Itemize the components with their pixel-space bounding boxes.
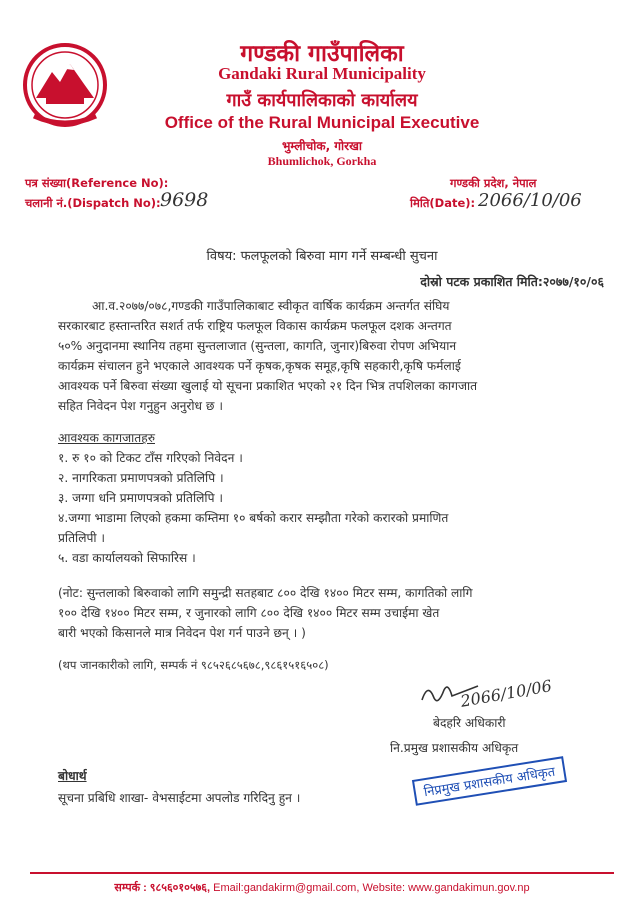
dispatch-label: चलानी नं.(Dispatch No): [25,196,161,210]
note-line: १०० देखि १४०० मिटर सम्म, र जुनारको लागि ८०० देखि १४०० मिटर सम्म उचाईमा खेत [58,606,440,620]
published-date: दोस्रो पटक प्रकाशित मिति:२०७७/१०/०६ [420,274,604,289]
document-item: ५. वडा कार्यालयको सिफारिस । [58,551,196,565]
date-label: मिति(Date): [410,196,476,210]
paragraph-line: कार्यक्रम संचालन हुने भएकाले आवश्यक पर्ने कृषक,कृषक समूह,कृषि सहकारी,कृषि फर्मलाई [58,359,461,373]
document-item: प्रतिलिपी । [58,531,106,545]
cc-heading: बोधार्थ [58,769,87,783]
footer-phone: सम्पर्क : ९८५६०१०५७६, [114,882,211,894]
paragraph-line: आवश्यक पर्ने बिरुवा संख्या खुलाई यो सूचना प्रकाशित भएको २१ दिन भित्र तपशिलका कागजात [58,379,478,393]
signature-date: 2066/10/06 [459,676,554,711]
footer-email[interactable]: Email:gandakirm@gmail.com, [210,882,360,894]
paragraph-line: ५०% अनुदानमा स्थानिय तहमा सुन्तलाजात (सुन्तला, कागति, जुनार)बिरुवा रोपण अभियान [58,339,457,353]
required-documents [58,428,618,568]
document-item: २. नागरिकता प्रमाणपत्रको प्रतिलिपि । [58,471,224,485]
footer-divider [30,872,614,874]
province-label: गण्डकी प्रदेश, नेपाल [450,176,537,190]
paragraph-line: सहित निवेदन पेश गनुहुन अनुरोध छ । [58,399,223,413]
dispatch-value: 9698 [160,189,209,211]
title-nepali: गण्डकी गाउँपालिका [240,41,404,67]
documents-heading: आवश्यक कागजातहरु [58,431,155,445]
notice-paragraph [58,296,606,416]
cc-line: सूचना प्रबिधि शाखा- वेभसाईटमा अपलोड गरिदिनु हुन । [58,791,301,805]
document-item: ४.जग्गा भाडामा लिएको हकमा कम्तिमा १० बर्षको करार सम्झौता गरेको करारको प्रमाणित [58,511,449,525]
footer-website[interactable]: Website: www.gandakimun.gov.np [359,882,530,894]
date-value: 2066/10/06 [478,190,582,211]
office-english: Office of the Rural Municipal Executive [164,113,480,132]
note-line: बारी भएको किसानले मात्र निवेदन पेश गर्न पाउने छन् । ) [58,626,306,640]
footer-contact [0,880,644,895]
paragraph-line: आ.व.२०७७/०७८,गण्डकी गाउँपालिकाबाट स्वीकृत वार्षिक कार्यक्रम अन्तर्गत संघिय [92,299,450,313]
title-english: Gandaki Rural Municipality [218,64,426,83]
reference-label: पत्र संख्या(Reference No): [25,176,169,190]
signatory-name: बेदहरि अधिकारी [433,716,506,730]
paragraph-line: सरकारबाट हस्तान्तरित सशर्त तर्फ राष्ट्रिय फलफूल विकास कार्यक्रम फलफूल दशक अन्तगत [58,319,452,333]
location-english: Bhumlichok, Gorkha [267,154,377,168]
subject-line: विषय: फलफूलको बिरुवा माग गर्ने सम्बन्धी सुचना [206,249,438,264]
location-nepali: भुम्लीचोक, गोरखा [281,139,363,153]
document-item: ३. जग्गा धनि प्रमाणपत्रको प्रतिलिपि । [58,491,223,505]
document-item: १. रु १० को टिकट टाँस गरिएको निवेदन । [58,451,243,465]
office-nepali: गाउँ कार्यपालिकाको कार्यालय [226,90,418,111]
contact-info: (थप जानकारीको लागि, सम्पर्क नं ९८५२६८५६७८,९८६१५१६५०८) [58,658,329,672]
official-stamp: निप्रमुख प्रशासकीय अधिकृत [412,756,567,806]
note-block [58,583,618,643]
note-line: (नोट: सुन्तलाको बिरुवाको लागि समुन्द्री सतहबाट ८०० देखि १४०० मिटर सम्म, कागतिको लागि [58,586,473,600]
signatory-title: नि.प्रमुख प्रशासकीय अधिकृत [390,741,519,755]
